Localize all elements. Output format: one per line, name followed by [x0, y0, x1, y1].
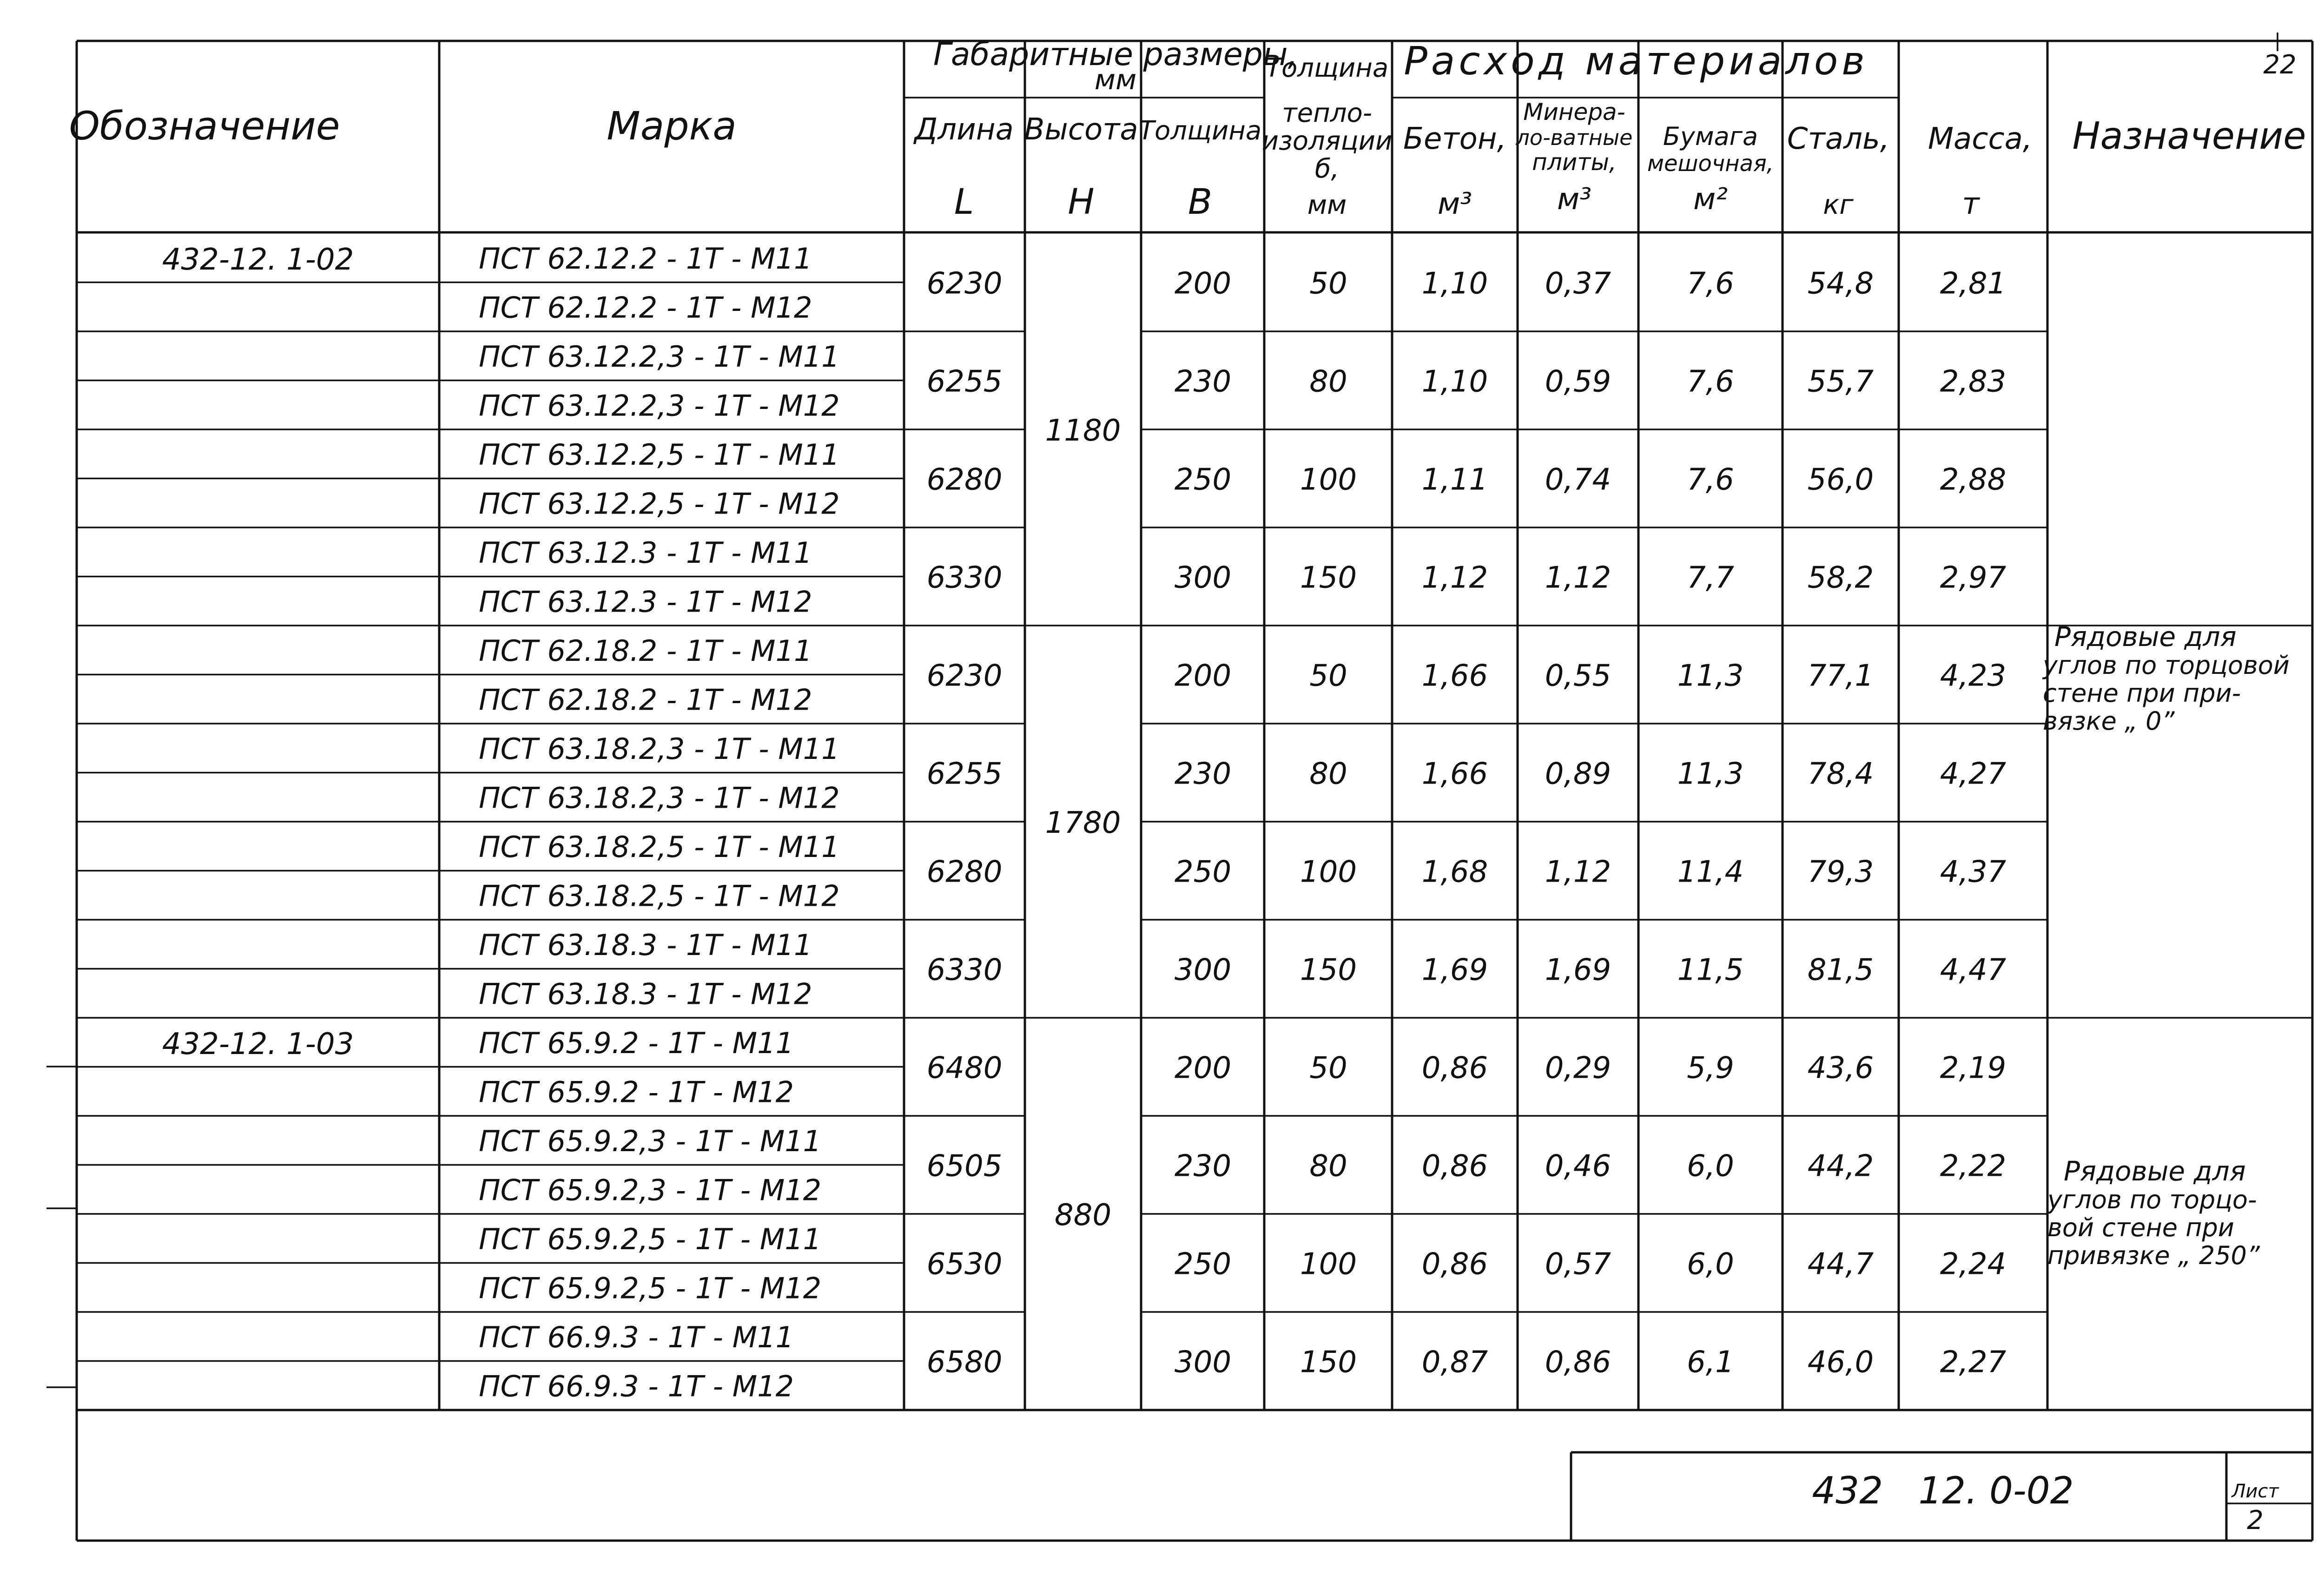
header-gabarit-unit: мм: [1094, 64, 1137, 96]
cell-beton: 0,87: [1421, 1345, 1488, 1380]
header-oboznachenie: Обозначение: [69, 103, 340, 149]
mark-row: ПСТ 63.18.2,5 - 1Т - М11: [479, 830, 840, 864]
cell-mass: 2,27: [1940, 1345, 2007, 1380]
cell-mass: 4,27: [1940, 757, 2007, 791]
designation-2: 432-12. 1-03: [162, 1027, 354, 1061]
cell-ins: 80: [1309, 1149, 1347, 1184]
cell-bum: 7,7: [1687, 560, 1734, 595]
cell-stal: 44,7: [1807, 1247, 1874, 1282]
cell-stal: 44,2: [1807, 1149, 1874, 1184]
mark-row: ПСТ 63.12.3 - 1Т - М12: [479, 585, 812, 619]
mark-row: ПСТ 63.12.2,3 - 1Т - М12: [479, 389, 840, 423]
cell-miner: 1,12: [1545, 560, 1611, 595]
header-teplo-1: Толщина: [1265, 53, 1389, 83]
cell-miner: 0,46: [1545, 1149, 1611, 1184]
header-marka: Марка: [607, 103, 737, 149]
header-massa: Масса,: [1928, 122, 2033, 156]
cell-B: 230: [1174, 364, 1232, 399]
header-beton-unit: м³: [1438, 187, 1472, 221]
cell-stal: 56,0: [1807, 462, 1874, 497]
header-miner-2: ло-ватные: [1516, 125, 1633, 150]
header-stal-unit: кг: [1823, 189, 1854, 220]
cell-L: 6330: [926, 953, 1003, 988]
cell-mass: 2,97: [1940, 560, 2007, 595]
cell-bum: 6,0: [1687, 1149, 1734, 1184]
header-miner-1: Минера-: [1523, 99, 1625, 125]
cell-B: 250: [1174, 1247, 1232, 1282]
mark-row: ПСТ 62.18.2 - 1Т - М12: [479, 683, 812, 717]
cell-miner: 0,74: [1545, 462, 1611, 497]
cell-bum: 11,4: [1677, 855, 1744, 890]
mark-row: ПСТ 63.12.3 - 1Т - М11: [479, 536, 812, 570]
header-vysota: Высота: [1024, 112, 1138, 147]
cell-mass: 4,47: [1940, 953, 2007, 988]
header-bumaga-unit: м²: [1693, 182, 1728, 217]
stamp-list-number: 2: [2247, 1505, 2264, 1535]
mark-row: ПСТ 62.12.2 - 1Т - М11: [479, 242, 812, 276]
cell-L: 6330: [926, 560, 1003, 595]
header-teplo-4: б,: [1314, 154, 1340, 184]
mark-row: ПСТ 65.9.2,3 - 1Т - М12: [479, 1173, 822, 1207]
cell-ins: 50: [1309, 659, 1347, 693]
cell-stal: 43,6: [1807, 1051, 1874, 1086]
header-dlina-symbol: L: [954, 181, 974, 222]
cell-L: 6580: [926, 1345, 1003, 1380]
cell-B: 200: [1174, 266, 1232, 301]
header-teplo-3: изоляции: [1261, 126, 1393, 156]
header-raskhod: Расход материалов: [1404, 38, 1868, 84]
purpose-2-line-4: привязке „ 250”: [2047, 1241, 2260, 1270]
cell-mass: 4,37: [1940, 855, 2007, 890]
mark-row: ПСТ 65.9.2,5 - 1Т - М12: [479, 1271, 822, 1305]
cell-miner: 0,55: [1545, 659, 1611, 693]
mark-row: ПСТ 63.18.3 - 1Т - М11: [479, 928, 812, 962]
sheet-number-top: 22: [2263, 50, 2297, 80]
cell-mass: 2,19: [1940, 1051, 2007, 1086]
purpose-1-line-4: вязке „ 0”: [2043, 706, 2175, 736]
cell-B: 230: [1174, 757, 1232, 791]
cell-bum: 5,9: [1687, 1051, 1734, 1086]
cell-stal: 78,4: [1807, 757, 1874, 791]
cell-bum: 11,3: [1677, 659, 1744, 693]
cell-ins: 80: [1309, 364, 1347, 399]
cell-miner: 0,89: [1545, 757, 1611, 791]
cell-miner: 0,37: [1545, 266, 1611, 301]
cell-beton: 0,86: [1421, 1247, 1488, 1282]
cell-ins: 150: [1300, 1345, 1357, 1380]
header-stal: Сталь,: [1787, 122, 1890, 156]
mark-row: ПСТ 63.12.2,5 - 1Т - М11: [479, 438, 840, 472]
cell-B: 250: [1174, 855, 1232, 890]
mark-row: ПСТ 65.9.2 - 1Т - М12: [479, 1075, 794, 1109]
cell-stal: 58,2: [1807, 560, 1874, 595]
header-tolshchina: Толщина: [1138, 116, 1262, 146]
cell-beton: 1,12: [1421, 560, 1488, 595]
cell-miner: 0,29: [1545, 1051, 1611, 1086]
cell-B: 300: [1174, 953, 1232, 988]
cell-L: 6255: [926, 757, 1003, 791]
mark-row: ПСТ 63.12.2,3 - 1Т - М11: [479, 340, 840, 374]
cell-L: 6230: [926, 659, 1003, 693]
cell-mass: 2,24: [1940, 1247, 2007, 1282]
cell-bum: 7,6: [1687, 364, 1734, 399]
cell-miner: 0,59: [1545, 364, 1611, 399]
cell-beton: 1,66: [1421, 757, 1488, 791]
purpose-1: [2042, 621, 2290, 736]
mark-row: ПСТ 66.9.3 - 1Т - М12: [479, 1369, 794, 1404]
cell-bum: 6,1: [1687, 1345, 1734, 1380]
header-beton: Бетон,: [1403, 122, 1506, 156]
stamp-list-label: Лист: [2232, 1481, 2279, 1502]
mark-row: ПСТ 63.18.2,3 - 1Т - М11: [479, 732, 840, 766]
cell-miner: 1,69: [1545, 953, 1611, 988]
purpose-2: [2047, 1155, 2260, 1270]
cell-bum: 6,0: [1687, 1247, 1734, 1282]
header-dlina: Длина: [914, 112, 1014, 147]
table-header: [69, 36, 2306, 222]
cell-stal: 46,0: [1807, 1345, 1874, 1380]
designation-1: 432-12. 1-02: [162, 243, 354, 277]
cell-ins: 150: [1300, 560, 1357, 595]
cell-stal: 55,7: [1807, 364, 1874, 399]
cell-L: 6530: [926, 1247, 1003, 1282]
cell-ins: 50: [1309, 1051, 1347, 1086]
cell-ins: 100: [1300, 462, 1357, 497]
height-cell: 1780: [1045, 806, 1121, 840]
cell-mass: 2,22: [1940, 1149, 2007, 1184]
cell-beton: 1,10: [1421, 364, 1488, 399]
cell-miner: 0,86: [1545, 1345, 1611, 1380]
header-miner-unit: м³: [1557, 182, 1591, 217]
height-cell: 880: [1054, 1198, 1112, 1232]
header-massa-unit: т: [1962, 187, 1980, 221]
purpose-2-line-1: Рядовые для: [2064, 1155, 2246, 1187]
mark-row: ПСТ 65.9.2,3 - 1Т - М11: [479, 1124, 822, 1158]
cell-ins: 80: [1309, 757, 1347, 791]
header-naznachenie: Назначение: [2072, 114, 2306, 158]
header-teplo-2: тепло-: [1282, 98, 1372, 128]
cell-B: 250: [1174, 462, 1232, 497]
mark-row: ПСТ 63.18.2,5 - 1Т - М12: [479, 879, 840, 913]
cell-bum: 7,6: [1687, 462, 1734, 497]
mark-row: ПСТ 65.9.2 - 1Т - М11: [479, 1026, 794, 1060]
cell-B: 200: [1174, 659, 1232, 693]
cell-B: 230: [1174, 1149, 1232, 1184]
title-block: [1812, 1469, 2279, 1535]
cell-B: 200: [1174, 1051, 1232, 1086]
header-bumaga-2: мешочная,: [1647, 151, 1774, 177]
cell-stal: 81,5: [1807, 953, 1874, 988]
header-teplo-unit: мм: [1307, 190, 1347, 220]
mark-row: ПСТ 63.12.2,5 - 1Т - М12: [479, 487, 840, 521]
purpose-2-line-2: углов по торцо-: [2047, 1185, 2257, 1214]
cell-beton: 1,68: [1421, 855, 1488, 890]
purpose-1-line-3: стене при при-: [2043, 679, 2241, 708]
cell-bum: 11,5: [1677, 953, 1744, 988]
cell-bum: 7,6: [1687, 266, 1734, 301]
cell-stal: 77,1: [1807, 659, 1874, 693]
cell-miner: 0,57: [1545, 1247, 1611, 1282]
mark-row: ПСТ 65.9.2,5 - 1Т - М11: [479, 1222, 822, 1256]
cell-mass: 2,88: [1940, 462, 2007, 497]
cell-L: 6480: [926, 1051, 1003, 1086]
header-gabarit: Габаритные размеры,: [933, 36, 1298, 73]
cell-bum: 11,3: [1677, 757, 1744, 791]
mark-row: ПСТ 66.9.3 - 1Т - М11: [479, 1320, 794, 1354]
cell-beton: 1,11: [1421, 462, 1488, 497]
cell-L: 6280: [926, 855, 1003, 890]
cell-ins: 100: [1300, 855, 1357, 890]
header-vysota-symbol: H: [1068, 181, 1095, 222]
mark-row: ПСТ 62.12.2 - 1Т - М12: [479, 290, 812, 325]
header-tolshchina-symbol: B: [1188, 181, 1213, 222]
purpose-1-line-1: Рядовые для: [2054, 621, 2237, 652]
cell-L: 6255: [926, 364, 1003, 399]
cell-beton: 0,86: [1421, 1051, 1488, 1086]
cell-beton: 0,86: [1421, 1149, 1488, 1184]
header-miner-3: плиты,: [1532, 149, 1617, 176]
cell-mass: 2,81: [1940, 266, 2007, 301]
cell-mass: 4,23: [1940, 659, 2007, 693]
cell-L: 6280: [926, 462, 1003, 497]
cell-mass: 2,83: [1940, 364, 2007, 399]
designations: [162, 243, 354, 1061]
cell-stal: 79,3: [1807, 855, 1874, 890]
mark-row: ПСТ 63.18.2,3 - 1Т - М12: [479, 781, 840, 815]
cell-B: 300: [1174, 1345, 1232, 1380]
cell-L: 6505: [926, 1149, 1003, 1184]
cell-L: 6230: [926, 266, 1003, 301]
cell-stal: 54,8: [1807, 266, 1874, 301]
purpose-2-line-3: вой стене при: [2047, 1213, 2234, 1242]
height-cell: 1180: [1045, 414, 1121, 448]
height-cells: [1045, 414, 1121, 1232]
purpose-1-line-2: углов по торцовой: [2043, 651, 2290, 680]
cell-B: 300: [1174, 560, 1232, 595]
cell-ins: 150: [1300, 953, 1357, 988]
cell-ins: 100: [1300, 1247, 1357, 1282]
cell-ins: 50: [1309, 266, 1347, 301]
header-bumaga-1: Бумага: [1663, 122, 1758, 151]
mark-row: ПСТ 63.18.3 - 1Т - М12: [479, 977, 812, 1011]
stamp-code: 432 12. 0-02: [1812, 1469, 2074, 1512]
cell-miner: 1,12: [1545, 855, 1611, 890]
cell-beton: 1,69: [1421, 953, 1488, 988]
cell-beton: 1,66: [1421, 659, 1488, 693]
cell-beton: 1,10: [1421, 266, 1488, 301]
mark-row: ПСТ 62.18.2 - 1Т - М11: [479, 634, 812, 668]
